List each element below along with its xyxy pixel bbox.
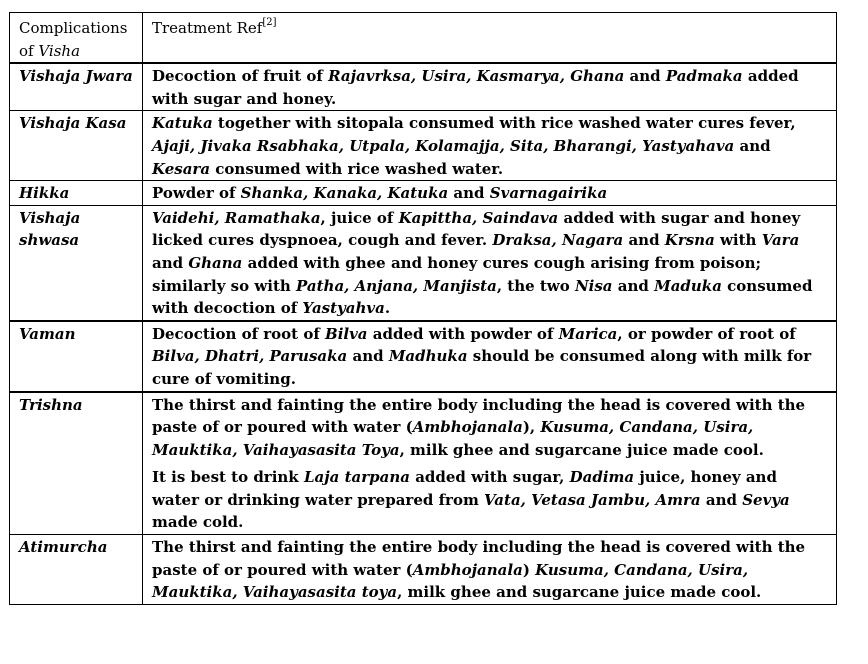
complication-name: Vishaja Kasa — [19, 114, 127, 133]
treatment-paragraph — [152, 65, 827, 110]
treatment-text: and — [612, 276, 655, 295]
treatment-text: consumed with rice washed water. — [210, 159, 504, 178]
treatment-text: ) — [522, 560, 536, 579]
herb-name: Patha, Anjana, Manjista — [296, 276, 497, 295]
herb-name: Nisa — [574, 276, 613, 295]
treatment-text: added with powder of — [367, 324, 559, 343]
treatment-cell — [143, 205, 837, 320]
herb-name: Madhuka — [388, 347, 468, 366]
treatment-paragraph — [152, 466, 827, 534]
complication-name: Trishna — [19, 395, 83, 414]
herb-name: Padmaka — [665, 67, 743, 86]
treatment-cell — [143, 321, 837, 392]
treatment-paragraph — [152, 536, 827, 604]
treatment-text: ), — [522, 418, 541, 437]
table-row — [10, 111, 837, 181]
treatment-cell — [143, 111, 837, 181]
treatment-text: The thirst and fainting the entire body including the head is covered with the paste of or poured with water ( — [152, 395, 806, 437]
treatment-text: The thirst and fainting the entire body including the head is covered with the paste of or poured with water ( — [152, 538, 806, 579]
table-row — [10, 321, 837, 392]
header-treatment-ref — [143, 13, 837, 64]
herb-name: Bilva — [325, 324, 368, 343]
treatment-text: added with sugar, — [409, 468, 570, 487]
treatment-text: added with ghee and honey cures cough arising from poison; similarly so with — [152, 253, 762, 295]
treatment-text: Decoction of fruit of — [152, 67, 329, 86]
herb-name: Kesara — [152, 159, 211, 178]
herb-name: Dadima — [569, 468, 635, 487]
treatment-text: and — [734, 136, 771, 155]
table-body — [10, 63, 837, 604]
treatment-text: and — [623, 231, 665, 250]
herb-name: Ghana — [188, 253, 243, 272]
herb-name: Krsna — [664, 231, 715, 250]
herb-name: Bilva, Dhatri, Parusaka — [152, 347, 348, 366]
herb-name: Marica — [558, 324, 618, 343]
treatment-text: added with sugar and honey licked cures dyspnoea, cough and fever. — [152, 208, 801, 250]
table-row — [10, 205, 837, 320]
herb-name: Vata, Vetasa Jambu, Amra — [484, 490, 701, 509]
treatment-paragraph — [152, 207, 827, 320]
treatment-table — [9, 12, 837, 605]
herb-name: Katuka — [152, 114, 213, 133]
complication-cell — [10, 205, 143, 320]
herb-name: Ambhojanala — [412, 560, 523, 579]
complication-cell — [10, 535, 143, 605]
treatment-paragraph — [152, 323, 827, 391]
header-complications-text: Complications — [19, 19, 128, 37]
header-ref-superscript: [2] — [262, 17, 277, 28]
complication-name: Vishaja Jwara — [19, 67, 133, 86]
herb-name: Ajaji, Jivaka Rsabhaka, Utpala, Kolamajja, Sita, Bharangi, Yastyahava — [152, 136, 735, 155]
treatment-text: and — [152, 253, 189, 272]
treatment-text: together with sitopala consumed with rice washed water cures fever, — [212, 114, 796, 133]
treatment-paragraph — [152, 112, 827, 180]
herb-name: Svarnagairika — [489, 184, 608, 203]
herb-name: Sevya — [742, 490, 790, 509]
complication-cell — [10, 392, 143, 535]
treatment-cell — [143, 181, 837, 206]
table-row — [10, 63, 837, 111]
header-of-text: of — [19, 41, 39, 60]
complication-name: shwasa — [19, 231, 80, 250]
treatment-text: consumed with decoction of — [152, 276, 813, 318]
herb-name: Shanka, Kanaka, Katuka — [240, 184, 449, 203]
treatment-text: . — [384, 299, 391, 318]
treatment-text: with — [714, 231, 762, 250]
treatment-text: and — [347, 347, 389, 366]
treatment-text: and — [624, 67, 666, 86]
header-complications-of-visha — [10, 13, 143, 64]
treatment-text: , milk ghee and sugarcane juice made cool. — [399, 440, 764, 459]
treatment-text: and — [700, 490, 743, 509]
treatment-cell — [143, 392, 837, 535]
complication-cell — [10, 181, 143, 206]
complication-cell — [10, 321, 143, 392]
herb-name: Vaidehi, Ramathaka — [152, 208, 321, 227]
complication-cell — [10, 111, 143, 181]
treatment-text: and — [448, 184, 490, 203]
herb-name: Draksa, Nagara — [492, 231, 624, 250]
herb-name: Yastyahva — [302, 299, 385, 318]
herb-name: Laja tarpana — [303, 468, 410, 487]
treatment-text: Powder of — [152, 184, 241, 203]
treatment-text: made cold. — [152, 513, 244, 532]
treatment-cell — [143, 535, 837, 605]
treatment-text: It is best to drink — [152, 468, 304, 487]
herb-name: Vara — [761, 231, 800, 250]
herb-name: Kapittha, Saindava — [398, 208, 559, 227]
table-row — [10, 392, 837, 535]
herb-name: Kusuma, Candana, Usira, Mauktika, Vaihayasasita toya — [152, 560, 749, 602]
table-row — [10, 181, 837, 206]
herb-name: Maduka — [654, 276, 722, 295]
herb-name: Kusuma, Candana, Usira, Mauktika, Vaihayasasita Toya — [152, 418, 754, 459]
complication-name: Vaman — [19, 324, 76, 343]
treatment-text: , juice of — [320, 208, 399, 227]
treatment-text: added with sugar and honey. — [152, 67, 799, 108]
treatment-text: , the two — [496, 276, 575, 295]
complication-name: Vishaja — [19, 208, 81, 227]
herb-name: Ambhojanala — [412, 418, 523, 437]
header-treatment-text: Treatment Ref — [152, 19, 263, 37]
header-visha-text: Visha — [38, 41, 81, 60]
treatment-text: juice, honey and water or drinking water prepared from — [152, 468, 777, 509]
table-header-row — [10, 13, 837, 64]
herb-name: Rajavrksa, Usira, Kasmarya, Ghana — [328, 67, 625, 86]
table-row — [10, 535, 837, 605]
treatment-cell — [143, 63, 837, 111]
complication-cell — [10, 63, 143, 111]
treatment-text: Decoction of root of — [152, 324, 326, 343]
treatment-text: should be consumed along with milk for cure of vomiting. — [152, 347, 812, 388]
treatment-text: , milk ghee and sugarcane juice made cool. — [397, 583, 762, 602]
treatment-text: , or powder of root of — [617, 324, 796, 343]
treatment-paragraph — [152, 394, 827, 462]
complication-name: Hikka — [19, 184, 70, 203]
complication-name: Atimurcha — [19, 538, 108, 557]
treatment-paragraph — [152, 182, 827, 205]
